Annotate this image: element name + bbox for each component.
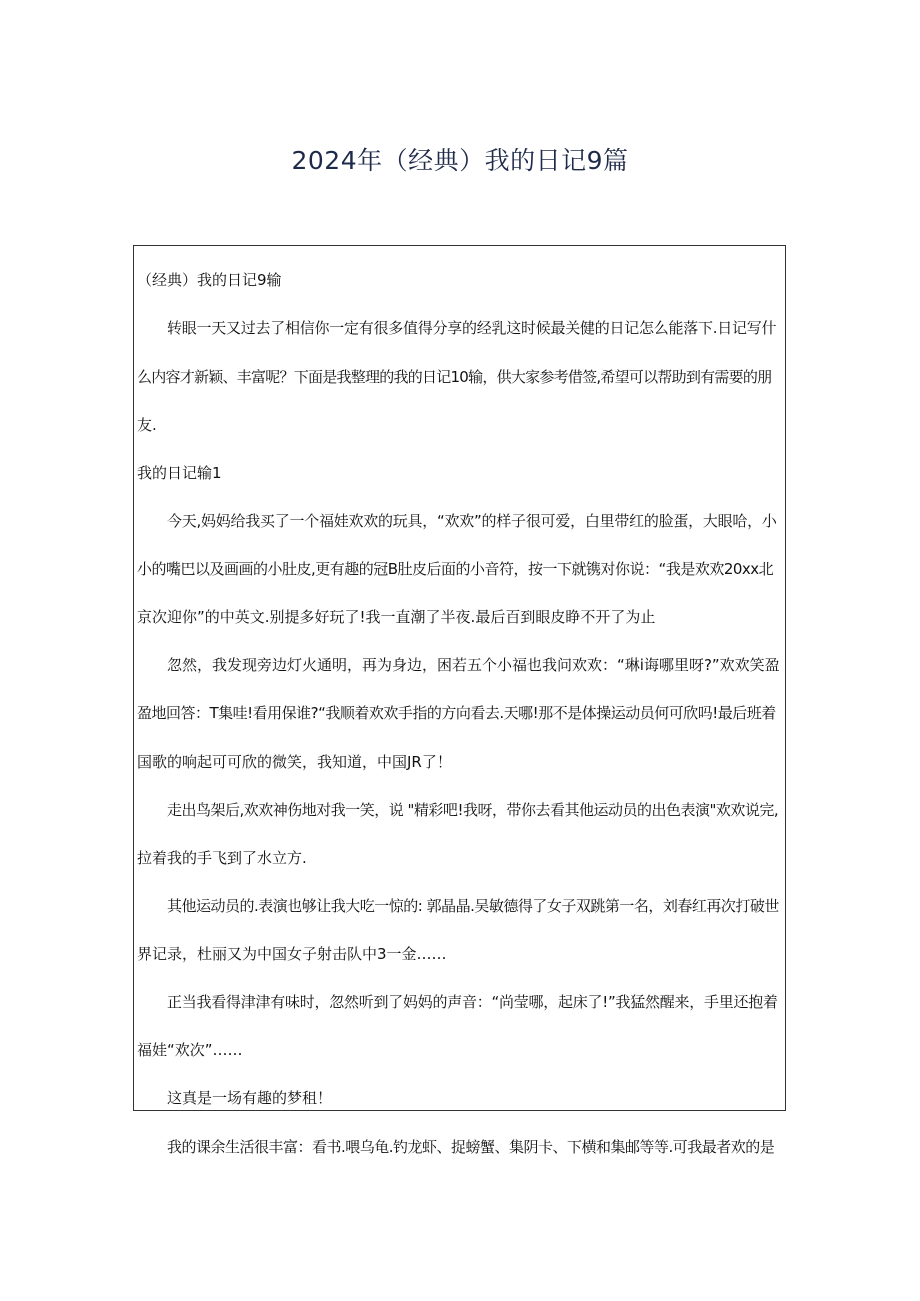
paragraph-line: 正当我看得津津有味时，忽然听到了妈妈的声音：“尚莹哪，起床了!”我猛然醒来，手里还抱着 <box>167 993 778 1011</box>
paragraph-line: 拉着我的手飞到了水立方. <box>137 849 307 867</box>
paragraph-line: 转眼一天又过去了相信你一定有很多值得分享的经乳这时候最关健的日记怎么能落下.日记写什 <box>167 319 777 337</box>
trailing-paragraph-line: 我的课余生活很丰富：看书.喂乌龟.钓龙虾、捉螃蟹、集阴卡、下横和集邮等等.可我最者欢的是 <box>167 1138 775 1156</box>
paragraph-line: 走出鸟架后,欢欢神伤地对我一笑，说 "精彩吧!我呀，带你去看其他运动员的出色表演"欢欢说完, <box>167 801 779 819</box>
article-heading: （经典）我的日记9输 <box>137 271 282 289</box>
paragraph-line: 福娃“欢次”…… <box>137 1041 243 1059</box>
paragraph-line: 界记录，杜丽又为中国女子射击队中3一金…… <box>137 945 447 963</box>
paragraph-line: 京次迎你”的中英文.别提多好玩了!我一直潮了半夜.最后百到眼皮睁不开了为止 <box>137 608 656 626</box>
paragraph-line: 国歌的响起可可欣的微笑，我知道，中国JR了！ <box>137 753 452 771</box>
paragraph-line: 今天,妈妈给我买了一个福娃欢欢的玩具，“欢欢”的样子很可爱，白里带红的脸蛋，大眼哈，小 <box>167 512 777 530</box>
document-title: 2024年（经典）我的日记9篇 <box>291 146 629 175</box>
section-heading: 我的日记输1 <box>137 464 222 482</box>
paragraph-line: 其他运动员的.表演也够让我大吃一惊的: 郭晶晶.吴敏德得了女子双跳第一名，刘春红再次打破世 <box>167 897 779 915</box>
paragraph-line: 么内容才新颖、丰富呢？下面是我整理的我的日记10输，供大家参考借签,希望可以帮助到有需要的朋 <box>137 368 772 386</box>
paragraph-line: 这真是一场有趣的梦租！ <box>167 1089 333 1107</box>
paragraph-line: 小的嘴巴以及画画的小肚皮,更有趣的冠B肚皮后面的小音符，按一下就镌对你说：“我是欢欢20xx北 <box>137 560 774 578</box>
paragraph-line: 盈地回答：T集哇!看用保谁?“我顺着欢欢手指的方向看去.天哪!那不是体操运动员何可欣吗!最后班着 <box>137 704 776 722</box>
paragraph-line: 友. <box>137 416 157 434</box>
paragraph-line: 忽然，我发现旁边灯火通明，再为身边，困若五个小福也我问欢欢：“琳i诲哪里呀?”欢欢笑盈 <box>167 656 780 674</box>
